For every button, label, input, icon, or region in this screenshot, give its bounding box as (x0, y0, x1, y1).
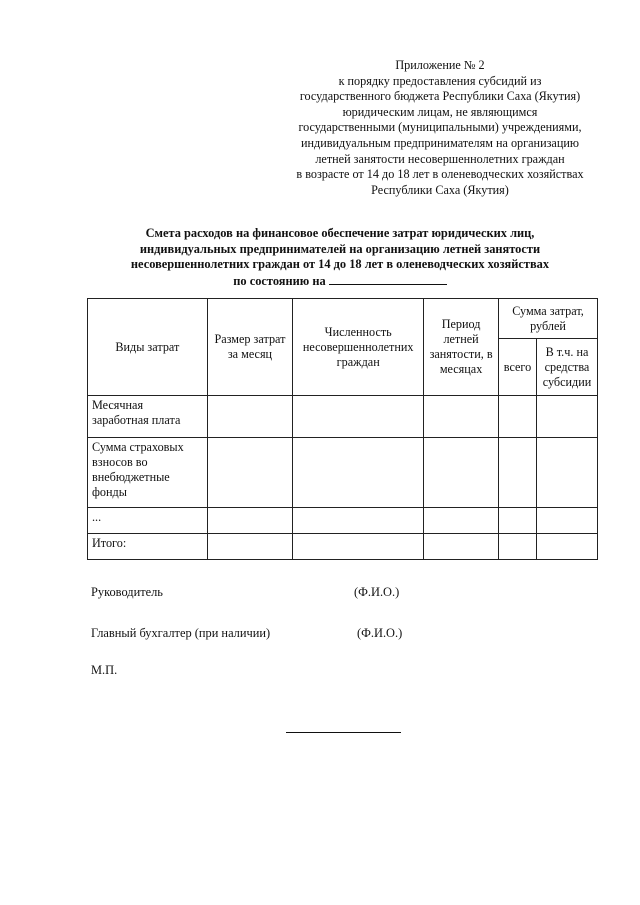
head-label: Руководитель (91, 585, 163, 599)
table-cell (424, 438, 499, 508)
row-label: Итого: (88, 534, 208, 560)
as-of-label: по состоянию на (233, 273, 326, 288)
header-monthly: Размер затрат за месяц (207, 299, 293, 396)
table-cell (293, 534, 424, 560)
table-row (88, 396, 598, 438)
table-cell (499, 438, 537, 508)
table-cell (537, 438, 598, 508)
cost-estimate-table (87, 298, 598, 560)
appendix-line: государственными (муниципальными) учреждениями, (298, 120, 582, 135)
table-cell (537, 396, 598, 438)
stamp-label: М.П. (91, 663, 118, 677)
header-period: Период летней занятости, в месяцах (424, 299, 499, 396)
table-cell (424, 534, 499, 560)
table-cell (293, 438, 424, 508)
row-label: Сумма страховых взносов во внебюджетные фонды (88, 438, 208, 508)
header-sum: Сумма затрат, рублей (499, 299, 598, 339)
row-label: Месячная заработная плата (88, 396, 208, 438)
table-cell (537, 508, 598, 534)
appendix-line: государственного бюджета Республики Саха (Якутия) (299, 89, 581, 104)
table-cell (499, 396, 537, 438)
table-cell (207, 438, 293, 508)
appendix-line: Приложение № 2 (395, 58, 485, 72)
table-cell (424, 508, 499, 534)
table-row (88, 438, 598, 508)
title-line: индивидуальных предпринимателей на организацию летней занятости (139, 241, 541, 256)
appendix-line: летней занятости несовершеннолетних граждан (315, 151, 565, 166)
table-cell (207, 534, 293, 560)
table-cell (207, 508, 293, 534)
appendix-header (270, 58, 610, 198)
title-as-of (95, 273, 585, 290)
document-title (95, 226, 585, 289)
head-fio: (Ф.И.О.) (354, 585, 400, 599)
table-cell (424, 396, 499, 438)
appendix-line: в возрасте от 14 до 18 лет в оленеводческих хозяйствах (296, 167, 584, 182)
table-cell (499, 508, 537, 534)
title-line: несовершеннолетних граждан от 14 до 18 лет в оленеводческих хозяйствах (130, 257, 550, 271)
appendix-line: к порядку предоставления субсидий из (338, 73, 542, 88)
row-label: ... (88, 508, 208, 534)
table-row (88, 534, 598, 560)
table-cell (293, 508, 424, 534)
accountant-label: Главный бухгалтер (при наличии) (91, 626, 271, 640)
table-cell (499, 534, 537, 560)
table-cell (207, 396, 293, 438)
table-row (88, 508, 598, 534)
appendix-line: юридическим лицам, не являющимся (342, 104, 538, 119)
header-total: всего (499, 339, 537, 396)
header-count: Численность несовершеннолетних граждан (293, 299, 424, 396)
title-line: Смета расходов на финансовое обеспечение затрат юридических лиц, (145, 226, 535, 240)
appendix-line: Республики Саха (Якутия) (371, 182, 509, 197)
table-cell (537, 534, 598, 560)
header-cost-type: Виды затрат (88, 299, 208, 396)
table-cell (293, 396, 424, 438)
closing-divider (286, 732, 401, 733)
header-subsidy: В т.ч. на средства субсидии (537, 339, 598, 396)
accountant-fio: (Ф.И.О.) (357, 626, 403, 640)
appendix-line: индивидуальным предпринимателям на организацию (301, 135, 579, 150)
date-blank (329, 273, 447, 285)
